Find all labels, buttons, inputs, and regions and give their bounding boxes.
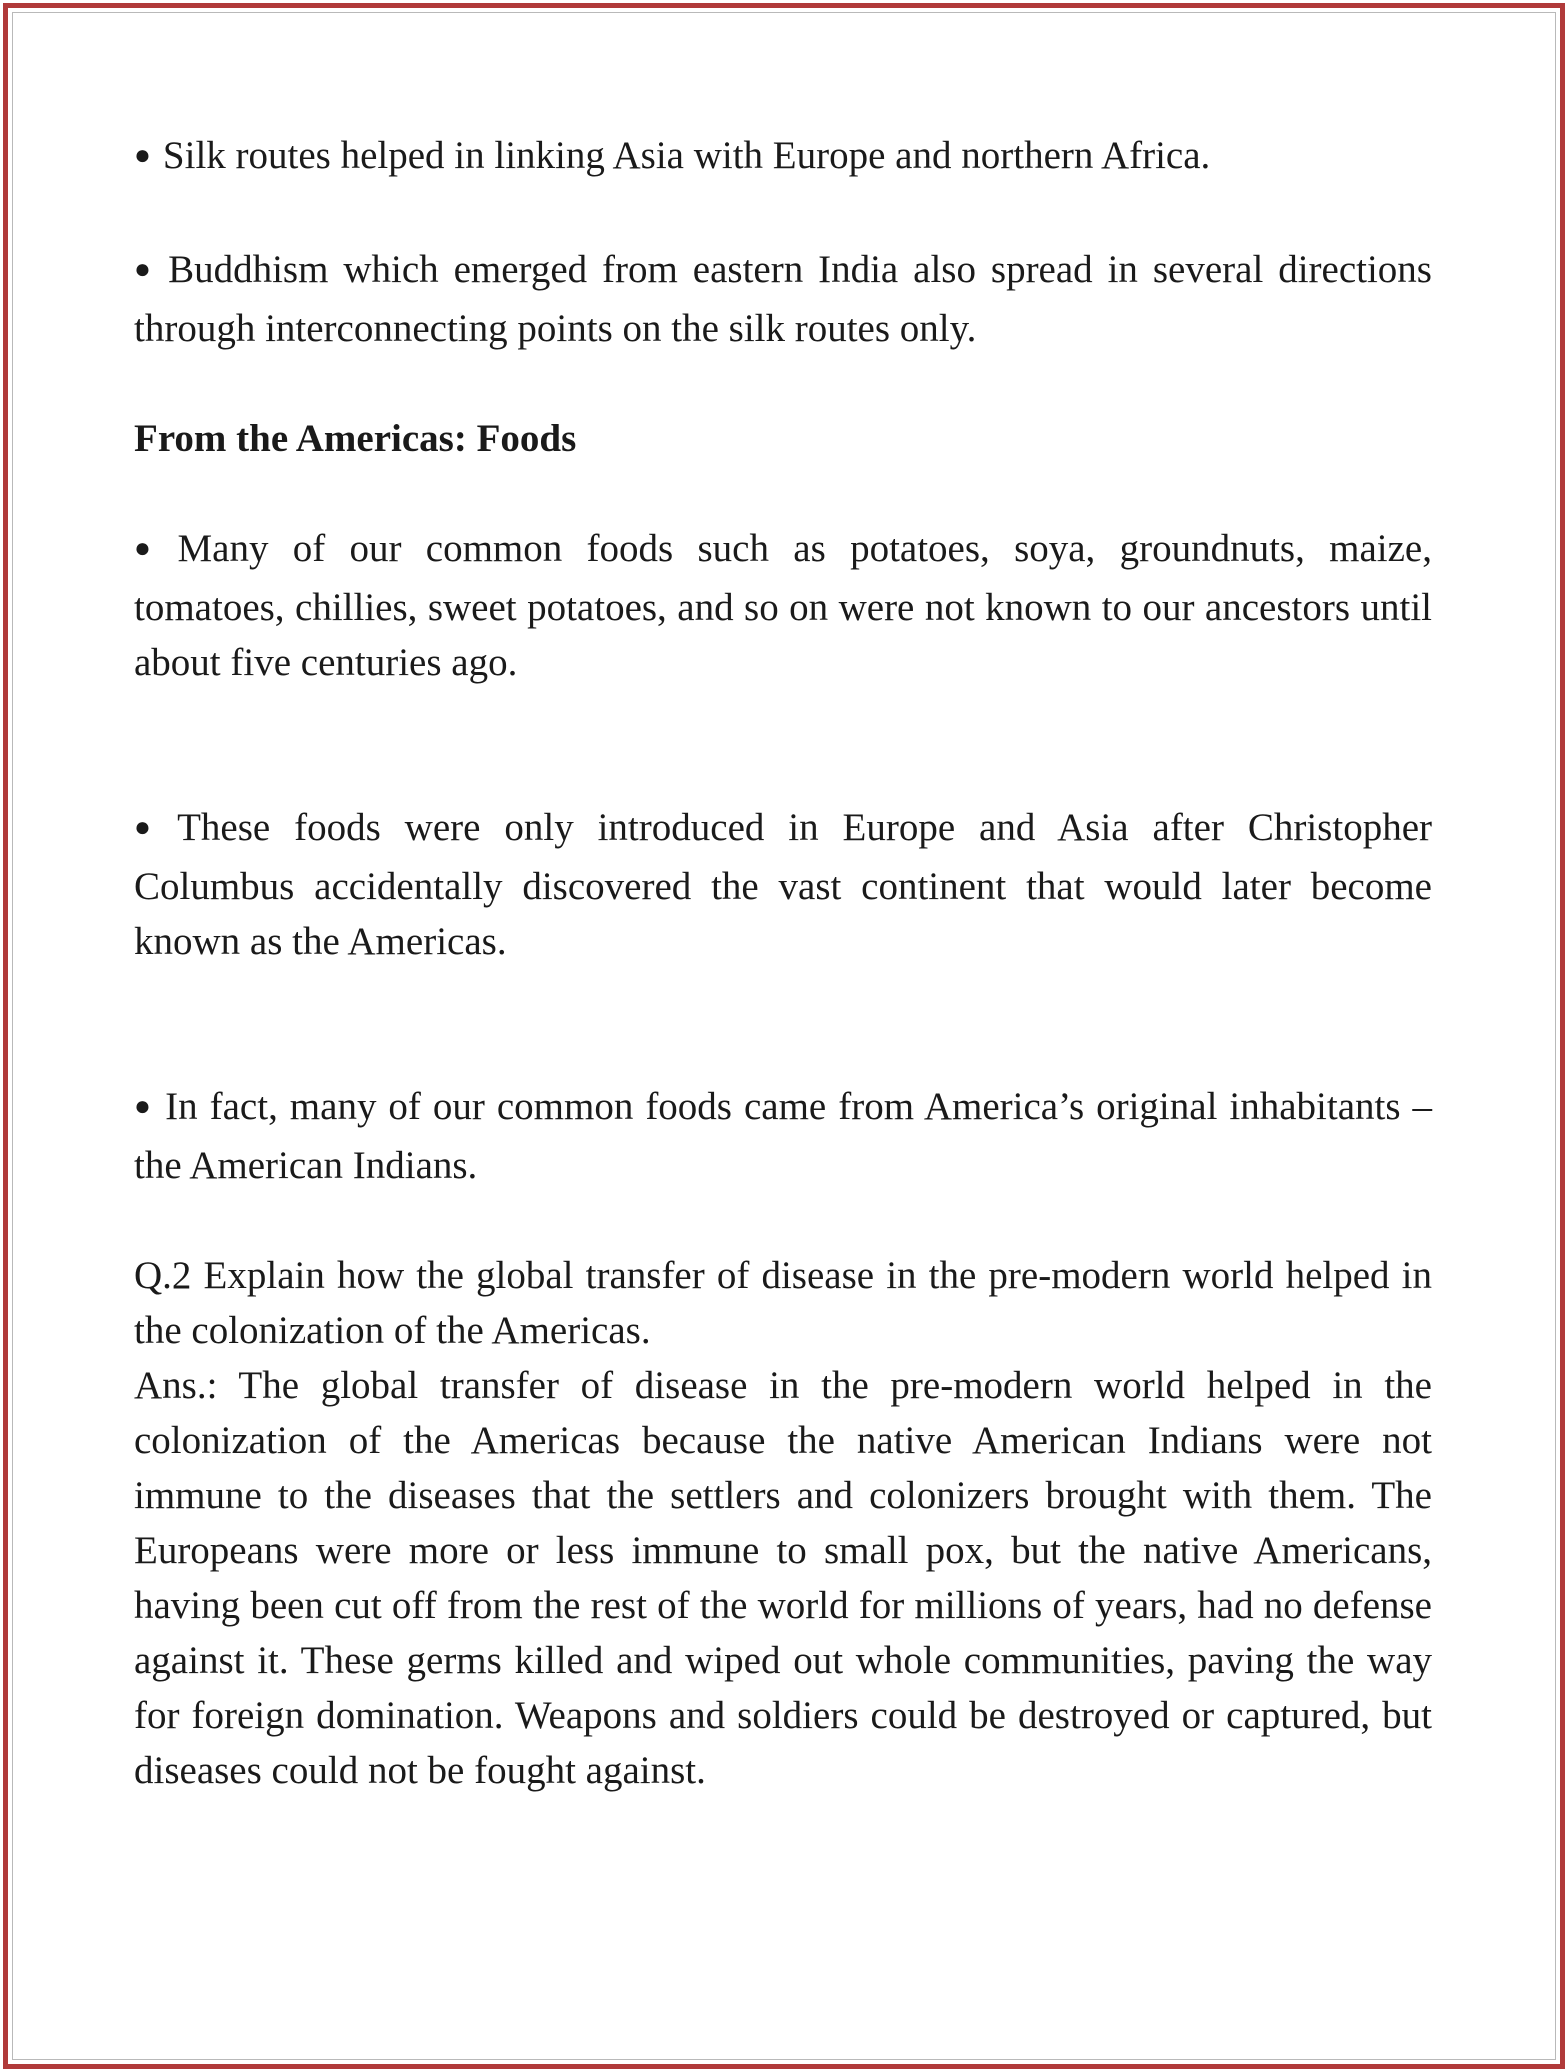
answer-2: Ans.: The global transfer of disease in the pre-modern world helped in the colonization of the Americas because the native American Indians were not immune to the diseases that the settlers and colonizers brought with them. The Europeans were more or less immune to small pox, but the native Americans, having been cut off from the rest of the world for millions of years, had no defense against it. These germs killed and wiped out whole communities, paving the way for foreign domination. Weapons and soldiers could be destroyed or captured, but diseases could not be fought against.: [134, 1364, 1432, 1792]
document-body: [134, 128, 1432, 1798]
bullet-american-indians: ● In fact, many of our common foods came from America’s original inhabitants – the American Indians.: [134, 1079, 1432, 1193]
bullet-silk-routes: ● Silk routes helped in linking Asia with Europe and northern Africa.: [134, 128, 1432, 187]
bullet-buddhism: ● Buddhism which emerged from eastern India also spread in several directions through interconnecting points on the silk routes only.: [134, 242, 1432, 356]
bullet-common-foods: ● Many of our common foods such as potatoes, soya, groundnuts, maize, tomatoes, chillies, sweet potatoes, and so on were not known to our ancestors until about five centuries ago.: [134, 521, 1432, 690]
bullet-foods-introduced: ● These foods were only introduced in Europe and Asia after Christopher Columbus accidentally discovered the vast continent that would later become known as the Americas.: [134, 800, 1432, 969]
question-2: Q.2 Explain how the global transfer of disease in the pre-modern world helped in the colonization of the Americas.: [134, 1254, 1432, 1352]
section-heading: From the Americas: Foods: [134, 417, 577, 460]
